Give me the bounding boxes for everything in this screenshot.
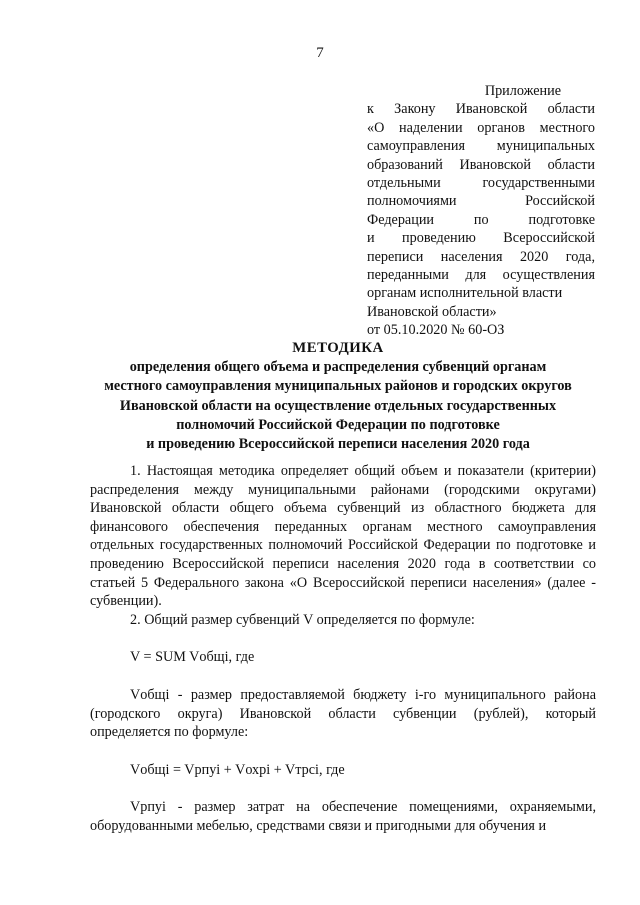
paragraph-3: Vобщi - размер предоставляемой бюджету i-го муниципального района (городского округа) Ивановской области субвенции (рублей), который определяется по формуле:: [90, 686, 596, 741]
body-text: [90, 462, 596, 836]
appendix-block: [367, 82, 595, 340]
appendix-line: Федерации по подготовке: [367, 211, 595, 228]
appendix-line: самоуправления муниципальных: [367, 138, 595, 155]
appendix-line: «О наделении органов местного: [367, 119, 595, 136]
paragraph-2: 2. Общий размер субвенций V определяется по формуле:: [130, 611, 475, 628]
title-line: местного самоуправления муниципальных районов и городских округов: [104, 378, 572, 395]
title-line: определения общего объема и распределения субвенций органам: [129, 359, 547, 376]
formula-total: V = SUM Vобщi, где: [130, 649, 255, 666]
document-title: [80, 339, 596, 454]
appendix-line: переписи населения 2020 года,: [367, 248, 595, 265]
appendix-line: полномочиями Российской: [367, 193, 595, 210]
title-line: Ивановской области на осуществление отдельных государственных: [119, 397, 557, 414]
paragraph-4: Vрпуi - размер затрат на обеспечение помещениями, охраняемыми, оборудованными мебелью, средствами связи и пригодными для обучения и: [90, 799, 596, 834]
appendix-line: и проведению Всероссийской: [367, 230, 595, 247]
page-number: 7: [316, 45, 324, 61]
paragraph-1: 1. Настоящая методика определяет общий объем и показатели (критерии) распределения между муниципальными районами (городскими округами) Ивановской области общего объема субвенций из областного бюджета для финансового обеспечения переданных органам местного самоуправления отдельных государственных полномочий Российской Федерации по подготовке и проведению Всероссийской переписи населения 2020 года в соответствии со статьей 5 Федерального закона «О Всероссийской переписи населения» (далее - субвенции).: [90, 463, 596, 610]
appendix-line: к Закону Ивановской области: [367, 101, 595, 118]
title-line: полномочий Российской Федерации по подготовке: [176, 416, 500, 433]
title-main: МЕТОДИКА: [292, 340, 384, 356]
appendix-line: образований Ивановской области: [367, 156, 595, 173]
appendix-line: Ивановской области»: [367, 303, 497, 320]
appendix-line: органам исполнительной власти: [367, 285, 563, 302]
appendix-line: отдельными государственными: [367, 175, 595, 192]
appendix-line: переданными для осуществления: [367, 267, 595, 284]
appendix-title: Приложение: [484, 83, 561, 99]
title-line: и проведению Всероссийской переписи населения 2020 года: [146, 436, 530, 453]
formula-subvention: Vобщi = Vрпуi + Vохрi + Vтрсi, где: [130, 761, 345, 778]
appendix-date-number: от 05.10.2020 № 60-ОЗ: [367, 322, 505, 339]
